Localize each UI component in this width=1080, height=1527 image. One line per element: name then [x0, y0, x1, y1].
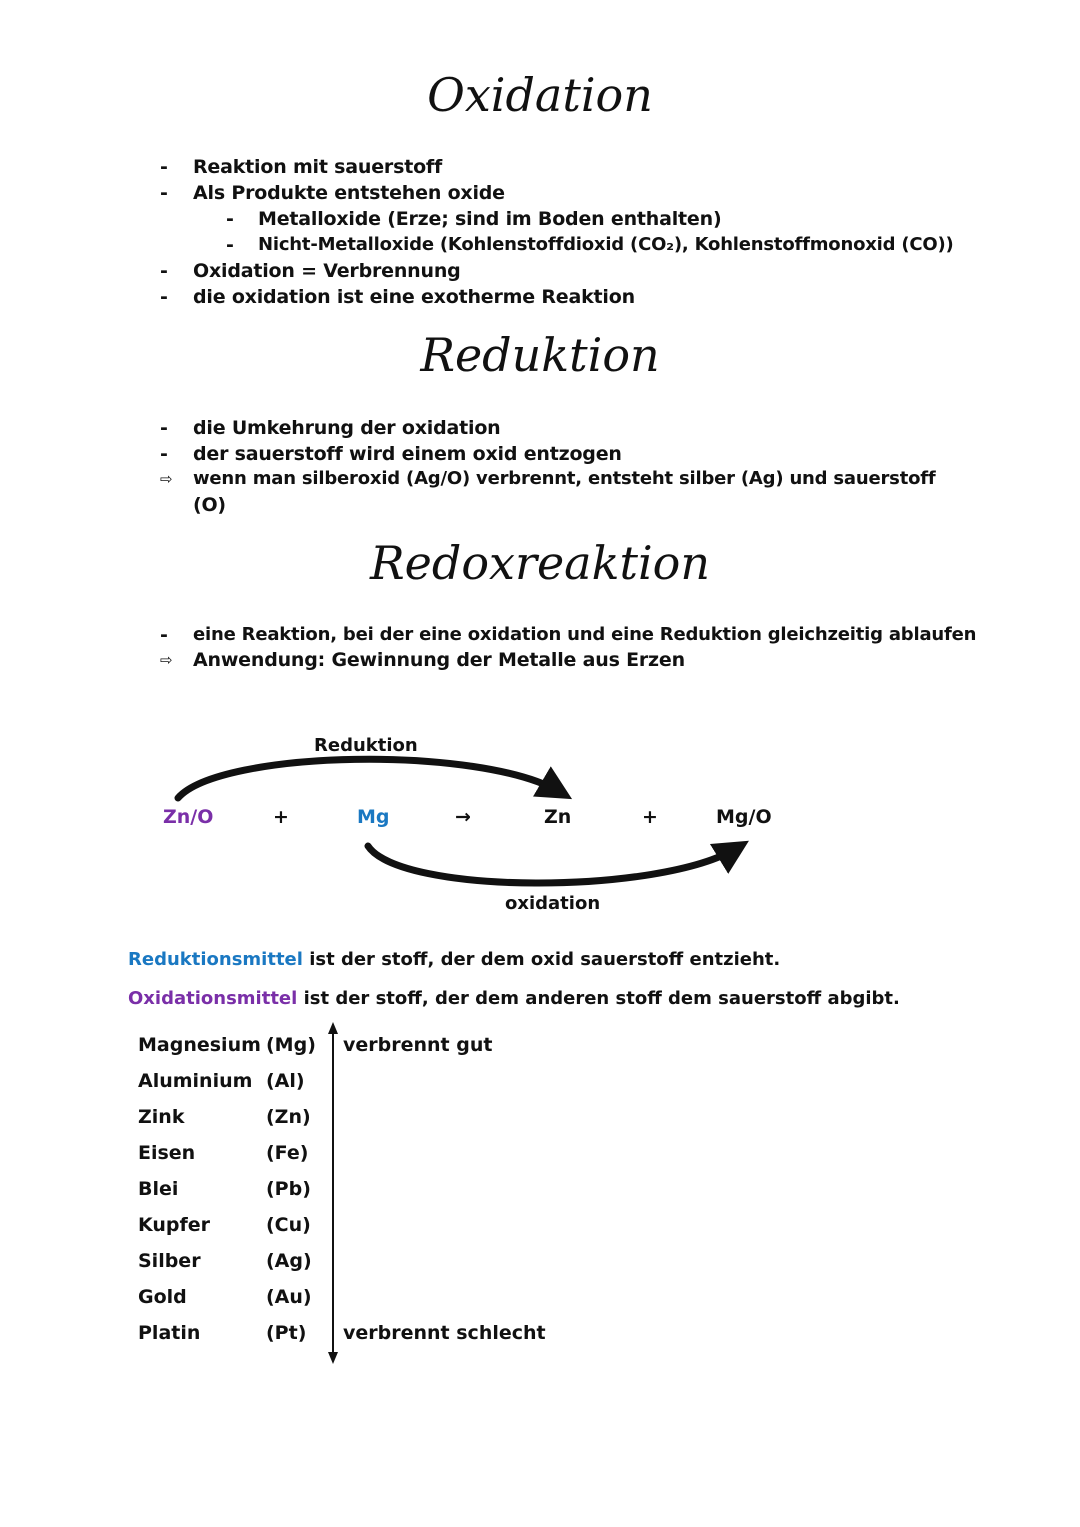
oxidationsmittel-term: Oxidationsmittel: [128, 988, 298, 1009]
list-bullet: -: [160, 182, 168, 204]
list-bullet: -: [226, 208, 234, 230]
plus-sign: +: [273, 806, 289, 828]
metal-name: Eisen: [138, 1142, 196, 1164]
metal-name: Silber: [138, 1250, 201, 1272]
plus-sign: +: [642, 806, 658, 828]
metal-name: Magnesium: [138, 1034, 261, 1056]
metal-name: Kupfer: [138, 1214, 211, 1236]
reduktion-item: der sauerstoff wird einem oxid entzogen: [193, 443, 622, 465]
oxidation-arrow-label: oxidation: [505, 893, 601, 914]
oxidationsmittel-definition: [128, 988, 900, 1009]
metal-name: Gold: [138, 1286, 187, 1308]
oxidation-subitem: Metalloxide (Erze; sind im Boden enthalten): [258, 208, 722, 230]
metal-symbol: (Cu): [266, 1214, 311, 1236]
reaction-arrow: →: [455, 806, 471, 828]
redox-title: Redoxreaktion: [370, 536, 710, 590]
metal-symbol: (Zn): [266, 1106, 311, 1128]
reduktionsmittel-definition: [128, 949, 780, 970]
reduktion-title: Reduktion: [420, 328, 660, 382]
reduktionsmittel-text: ist der stoff, der dem oxid sauerstoff entzieht.: [309, 949, 781, 970]
list-bullet: -: [226, 234, 234, 256]
product-zinc: Zn: [544, 806, 572, 828]
burns-well-label: verbrennt gut: [343, 1034, 493, 1056]
arrow-bullet-icon: ⇨: [160, 470, 173, 488]
metal-name: Blei: [138, 1178, 179, 1200]
oxidation-title: Oxidation: [427, 68, 653, 122]
list-bullet: -: [160, 156, 168, 178]
reactant-magnesium: Mg: [357, 806, 390, 828]
oxidation-item: Oxidation = Verbrennung: [193, 260, 461, 282]
redox-item: Anwendung: Gewinnung der Metalle aus Erzen: [193, 649, 685, 671]
metal-symbol: (Pb): [266, 1178, 311, 1200]
metal-symbol: (Au): [266, 1286, 312, 1308]
metal-symbol: (Mg): [266, 1034, 316, 1056]
redox-item: eine Reaktion, bei der eine oxidation und eine Reduktion gleichzeitig ablaufen: [193, 624, 977, 645]
reduktion-arrow-label: Reduktion: [314, 735, 418, 756]
metal-name: Zink: [138, 1106, 185, 1128]
metal-symbol: (Ag): [266, 1250, 312, 1272]
oxidation-subitem: Nicht-Metalloxide (Kohlenstoffdioxid (CO₂), Kohlenstoffmonoxid (CO)): [258, 234, 954, 255]
oxidation-item: Reaktion mit sauerstoff: [193, 156, 443, 178]
metal-symbol: (Fe): [266, 1142, 309, 1164]
reduktion-item-continuation: (O): [193, 494, 226, 516]
list-bullet: -: [160, 443, 168, 465]
arrow-bullet-icon: ⇨: [160, 651, 173, 669]
oxidation-item: die oxidation ist eine exotherme Reaktion: [193, 286, 635, 308]
burns-poorly-label: verbrennt schlecht: [343, 1322, 546, 1344]
list-bullet: -: [160, 260, 168, 282]
reactivity-arrow-up: [328, 1022, 338, 1034]
list-bullet: -: [160, 417, 168, 439]
list-bullet: -: [160, 286, 168, 308]
metal-name: Platin: [138, 1322, 201, 1344]
product-magnesium-oxide: Mg/O: [716, 806, 772, 828]
oxidationsmittel-text: ist der stoff, der dem anderen stoff dem sauerstoff abgibt.: [303, 988, 900, 1009]
metal-name: Aluminium: [138, 1070, 253, 1092]
list-bullet: -: [160, 624, 168, 646]
oxidation-arrow: [368, 846, 737, 883]
metal-symbol: (Pt): [266, 1322, 307, 1344]
reduktion-arrow: [178, 759, 560, 798]
oxidation-item: Als Produkte entstehen oxide: [193, 182, 505, 204]
reduktionsmittel-term: Reduktionsmittel: [128, 949, 303, 970]
reactivity-arrow-down: [328, 1352, 338, 1364]
reduktion-item: wenn man silberoxid (Ag/O) verbrennt, entsteht silber (Ag) und sauerstoff: [193, 468, 936, 489]
reduktion-item: die Umkehrung der oxidation: [193, 417, 501, 439]
metal-symbol: (Al): [266, 1070, 305, 1092]
reactant-zinc-oxide: Zn/O: [163, 806, 214, 828]
